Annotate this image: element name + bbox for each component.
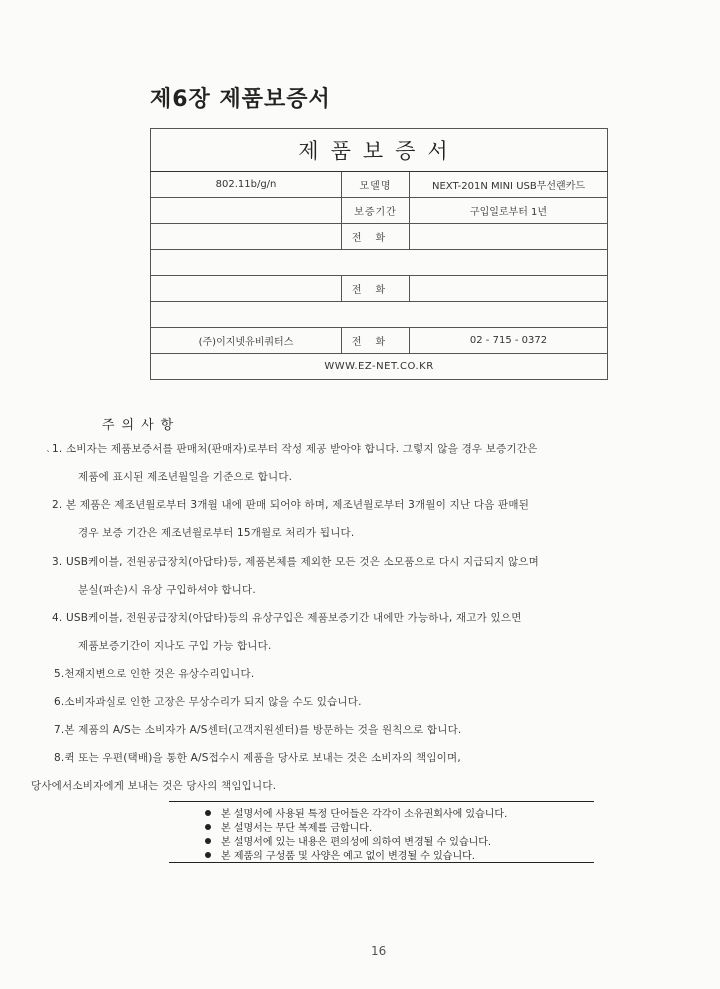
caution-line: 분실(파손)시 유상 구입하셔야 합니다. <box>78 584 256 596</box>
caution-line: 3. USB케이블, 전원공급장치(아답타)등, 제품본체를 제외한 모든 것은 소모품으로 다시 지급되지 않으며 <box>52 556 539 568</box>
bullet-icon <box>205 810 211 816</box>
page-number: 16 <box>371 944 387 958</box>
bullet-icon <box>205 824 211 830</box>
warranty-table <box>150 128 608 380</box>
scan-mark: ` <box>46 450 51 461</box>
empty-cell <box>151 276 342 302</box>
warranty-heading: 제품보증서 <box>151 129 608 172</box>
standard-value: 802.11b/g/n <box>151 172 342 198</box>
disclaimer-item: 본 설명서에 사용된 특정 단어들은 각각이 소유권회사에 있습니다. <box>205 805 507 820</box>
phone-label: 전화 <box>342 224 410 250</box>
caution-line: 2. 본 제품은 제조년월로부터 3개월 내에 판매 되어야 하며, 제조년월로부터 3개월이 지난 다음 판매된 <box>52 499 530 511</box>
disclaimer-item: 본 설명서는 무단 복제를 금합니다. <box>205 819 372 834</box>
caution-line: 5.천재지변으로 인한 것은 유상수리입니다. <box>54 668 255 680</box>
empty-cell <box>151 224 342 250</box>
disclaimer-item: 본 제품의 구성품 및 사양은 예고 없이 변경될 수 있습니다. <box>205 847 475 862</box>
caution-line: 1. 소비자는 제품보증서를 판매처(판매자)로부터 작성 제공 받아야 합니다. 그렇지 않을 경우 보증기간은 <box>52 443 538 455</box>
period-label: 보증기간 <box>342 198 410 224</box>
caution-line: 8.퀵 또는 우편(택배)을 통한 A/S접수시 제품을 당사로 보내는 것은 소비자의 책임이며, <box>54 752 461 764</box>
empty-cell <box>410 276 608 302</box>
caution-line: 당사에서소비자에게 보내는 것은 당사의 책임입니다. <box>31 780 277 792</box>
caution-heading: 주의사항 <box>102 418 181 433</box>
bullet-icon <box>205 852 211 858</box>
empty-cell <box>151 198 342 224</box>
blank-row <box>151 250 608 276</box>
caution-line: 제품보증기간이 지나도 구입 가능 합니다. <box>78 640 272 652</box>
model-label: 모델명 <box>342 172 410 198</box>
caution-line: 7.본 제품의 A/S는 소비자가 A/S센터(고객지원센터)를 방문하는 것을 원칙으로 합니다. <box>54 724 462 736</box>
phone-label: 전화 <box>342 328 410 354</box>
caution-line: 6.소비자과실로 인한 고장은 무상수리가 되지 않을 수도 있습니다. <box>54 696 362 708</box>
empty-cell <box>410 224 608 250</box>
period-value: 구입일로부터 1년 <box>410 198 608 224</box>
disclaimer-box <box>169 801 594 863</box>
caution-line: 4. USB케이블, 전원공급장치(아답타)등의 유상구입은 제품보증기간 내에만 가능하나, 재고가 있으면 <box>52 612 522 624</box>
bullet-icon <box>205 838 211 844</box>
caution-line: 경우 보증 기간은 제조년월로부터 15개월로 처리가 됩니다. <box>78 527 355 539</box>
blank-row <box>151 302 608 328</box>
company-name: (주)이지넷유비쿼터스 <box>151 328 342 354</box>
chapter-title: 제6장 제품보증서 <box>150 87 331 112</box>
caution-line: 제품에 표시된 제조년월일을 기준으로 합니다. <box>78 471 293 483</box>
website-url: WWW.EZ-NET.CO.KR <box>151 354 608 380</box>
phone-label: 전화 <box>342 276 410 302</box>
disclaimer-item: 본 설명서에 있는 내용은 편의성에 의하여 변경될 수 있습니다. <box>205 833 491 848</box>
phone-value: 02 - 715 - 0372 <box>410 328 608 354</box>
model-value: NEXT-201N MINI USB무선랜카드 <box>410 172 608 198</box>
